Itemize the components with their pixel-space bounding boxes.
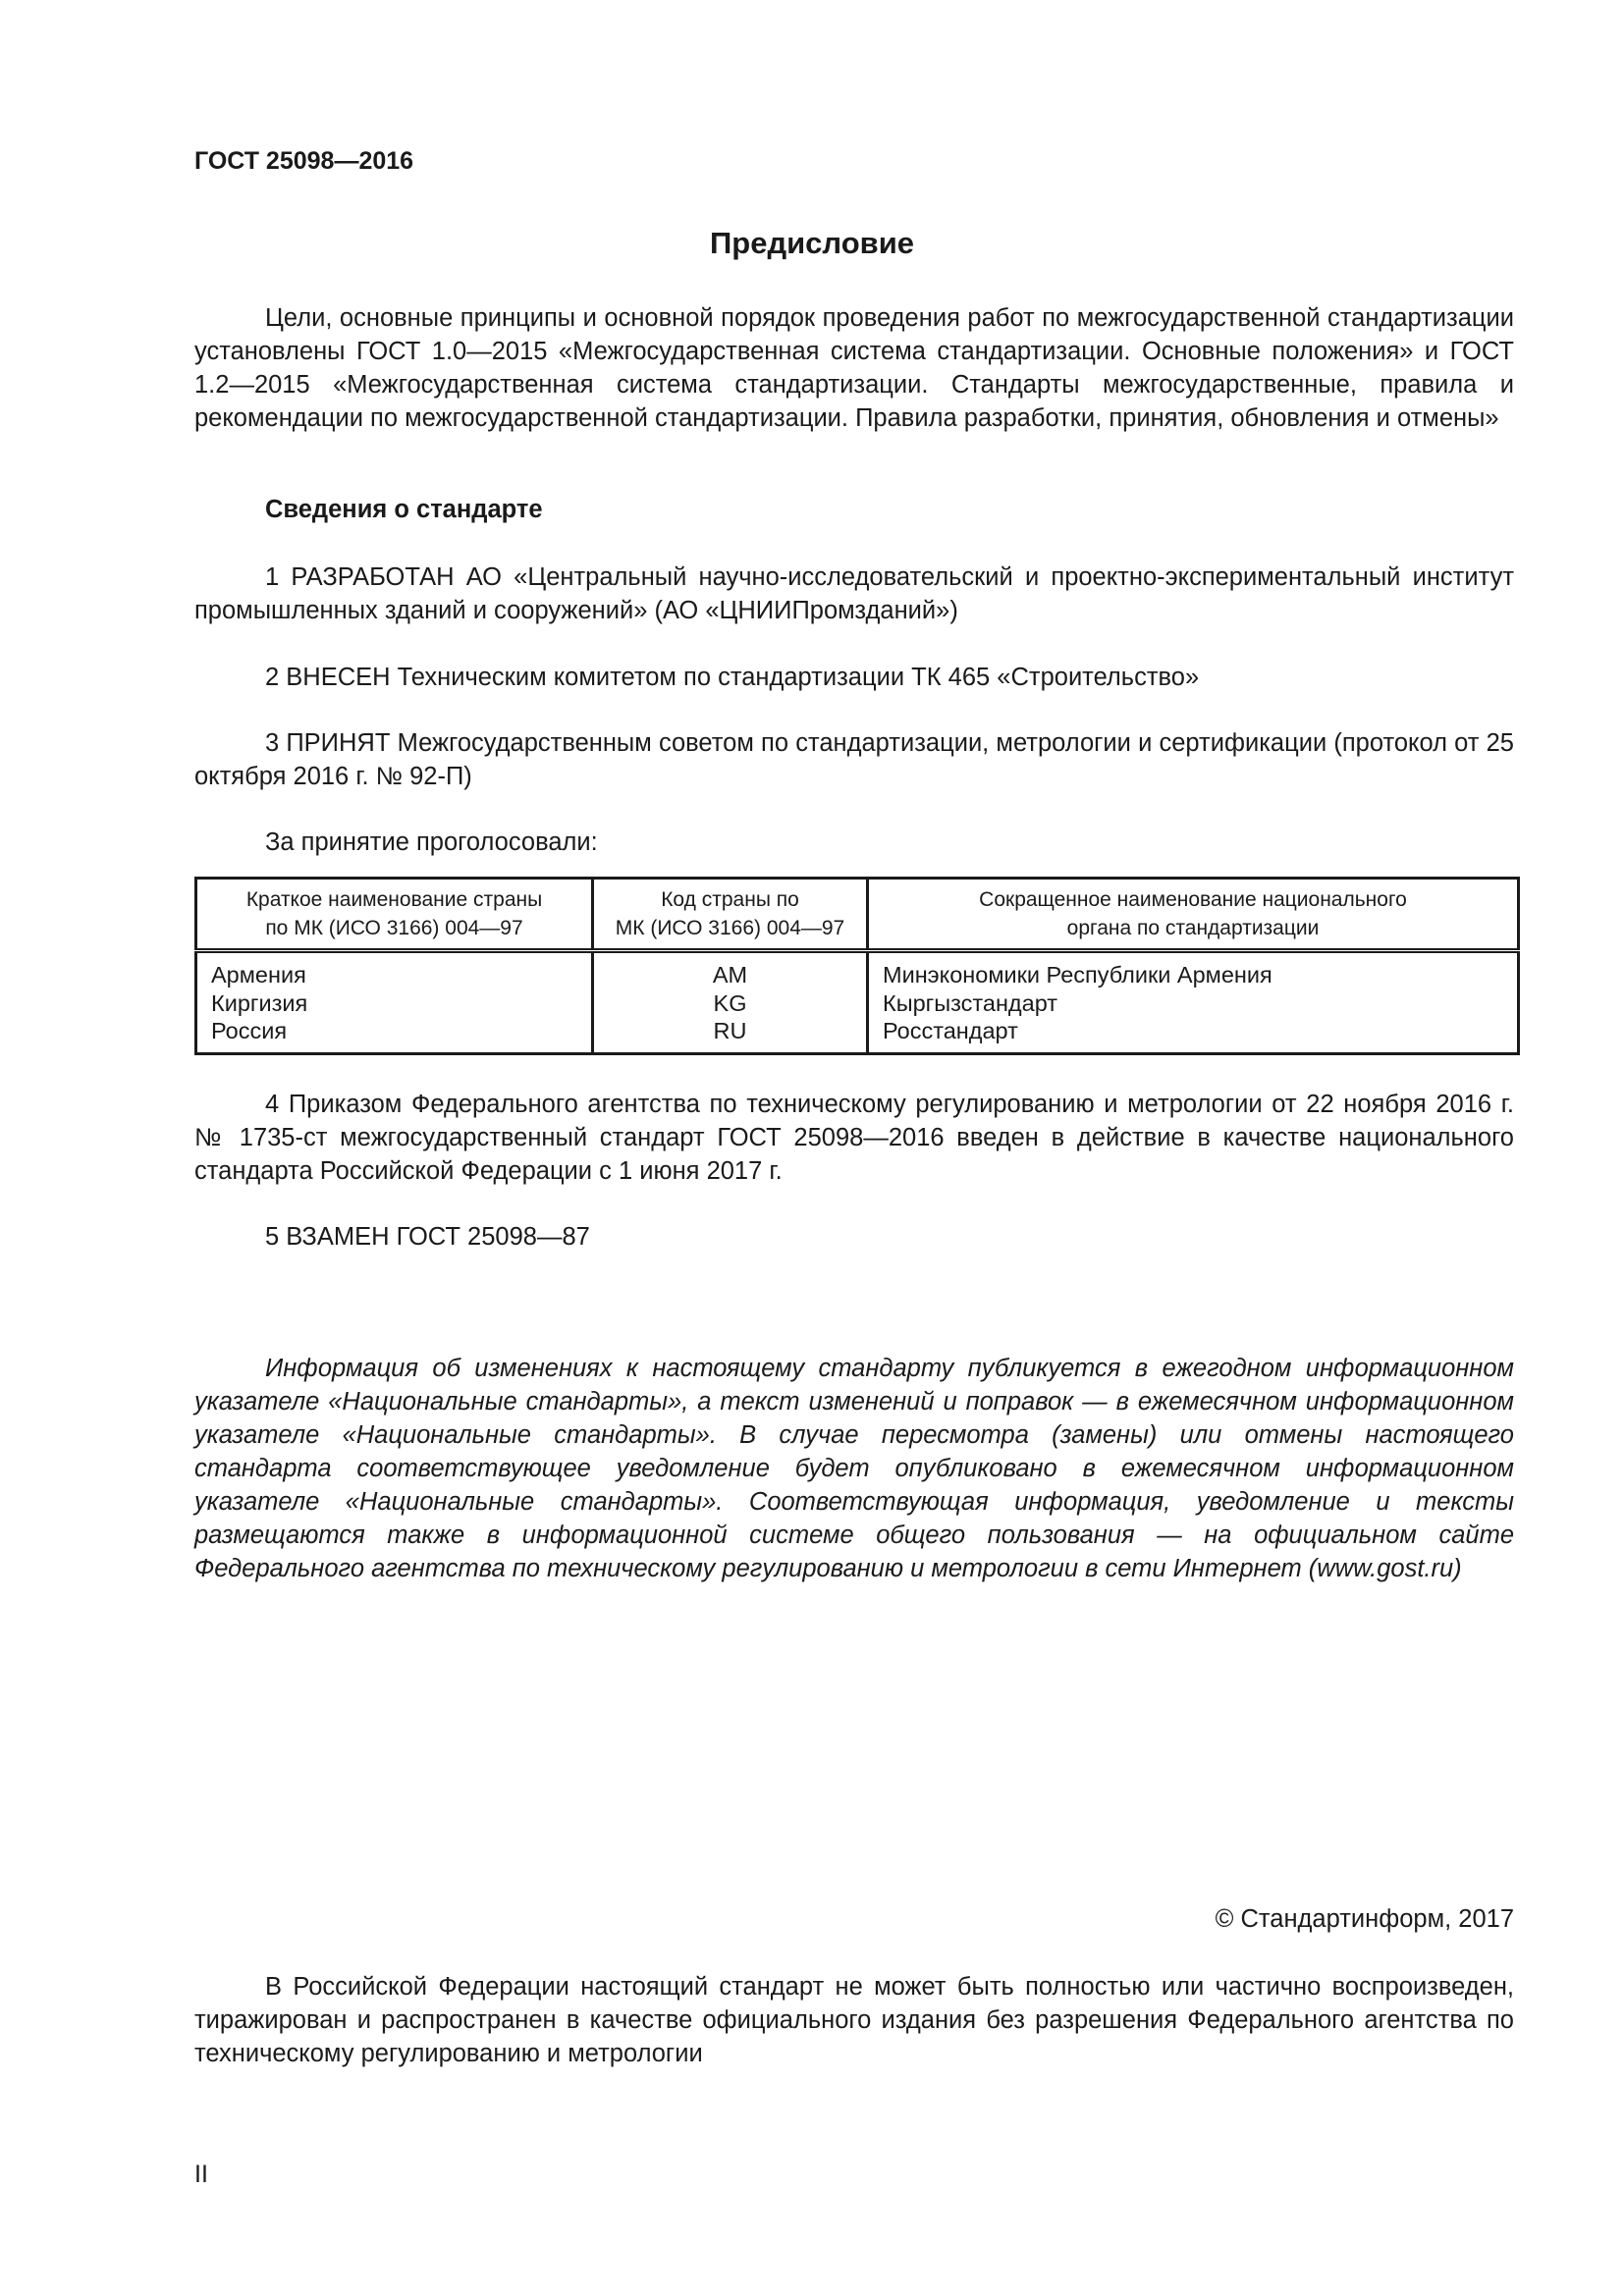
header-line: Код страны по — [661, 888, 799, 911]
section-heading: Сведения о стандарте — [265, 496, 543, 523]
country-code: RU — [713, 1018, 747, 1043]
item-adopted: 3 ПРИНЯТ Межгосударственным советом по стандартизации, метрологии и сертификации (протокол от 25 октября 2016 г. № 92-П) — [194, 729, 1514, 790]
header-line: по МК (ИСО 3166) 004—97 — [265, 917, 523, 939]
code-cell — [593, 951, 868, 1054]
country-name: Россия — [211, 1018, 288, 1043]
item-developed: 1 РАЗРАБОТАН АО «Центральный научно-исследовательский и проектно-экспериментальный институт промышленных зданий и сооружений» (АО «ЦНИИПромзданий») — [194, 563, 1514, 624]
header-code — [593, 879, 868, 951]
body-cell — [868, 951, 1519, 1054]
header-body — [868, 879, 1519, 951]
rights-notice: В Российской Федерации настоящий стандарт не может быть полностью или частично воспроизведен, тиражирован и распространен в качестве официального издания без разрешения Федерального агентства по техническому регулированию и метрологии — [194, 1973, 1514, 2067]
page-number: II — [194, 2161, 208, 2188]
copyright: © Стандартинформ, 2017 — [1215, 1905, 1514, 1933]
table-row — [196, 951, 1519, 1054]
table-header-row — [196, 879, 1519, 951]
intro-paragraph: Цели, основные принципы и основной порядок проведения работ по межгосударственной стандартизации установлены ГОСТ 1.0—2015 «Межгосударственная система стандартизации. Основные положения» и ГОСТ 1.2—2015 «Межгосударственная система стандартизации. Стандарты межгосударственные, правила и рекомендации по межгосударственной стандартизации. Правила разработки, принятия, обновления и отмены» — [194, 304, 1514, 432]
item-order: 4 Приказом Федерального агентства по техническому регулированию и метрологии от 22 ноября 2016 г. № 1735-ст межгосударственный стандарт ГОСТ 25098—2016 введен в действие в качестве национального стандарта Российской Федерации с 1 июня 2017 г. — [194, 1091, 1514, 1185]
header-line: Краткое наименование страны — [245, 888, 543, 911]
voting-table — [194, 877, 1520, 1055]
national-body: Росстандарт — [883, 1018, 1018, 1043]
item-introduced: 2 ВНЕСЕН Техническим комитетом по стандартизации ТК 465 «Строительство» — [265, 664, 1200, 691]
page-title: Предисловие — [709, 226, 914, 260]
info-notice: Информация об изменениях к настоящему стандарту публикуется в ежегодном информационном указателе «Национальные стандарты», а текст изменений и поправок — в ежемесячном информационном указателе «Национальные стандарты». В случае пересмотра (замены) или отмены настоящего стандарта соответствующее уведомление будет опубликовано в ежемесячном информационном указателе «Национальные стандарты». Соответствующая информация, уведомление и тексты размещаются также в информационной системе общего пользования — на официальном сайте Федерального агентства по техническому регулированию и метрологии в сети Интернет (www.gost.ru) — [194, 1355, 1514, 1582]
document-code: ГОСТ 25098—2016 — [194, 147, 414, 175]
item-replaces: 5 ВЗАМЕН ГОСТ 25098—87 — [265, 1223, 590, 1251]
national-body: Минэкономики Республики Армения — [883, 962, 1272, 988]
country-name: Армения — [211, 962, 306, 988]
header-line: Сокращенное наименование национального — [979, 888, 1407, 911]
country-cell — [196, 951, 593, 1054]
country-name: Киргизия — [211, 989, 308, 1016]
country-code: KG — [713, 989, 747, 1016]
national-body: Кыргызстандарт — [883, 989, 1058, 1016]
header-line: МК (ИСО 3166) 004—97 — [615, 917, 845, 939]
header-line: органа по стандартизации — [1066, 917, 1320, 939]
country-code: AM — [712, 962, 748, 988]
header-country — [196, 879, 593, 951]
voted-label: За принятие проголосовали: — [265, 828, 598, 856]
